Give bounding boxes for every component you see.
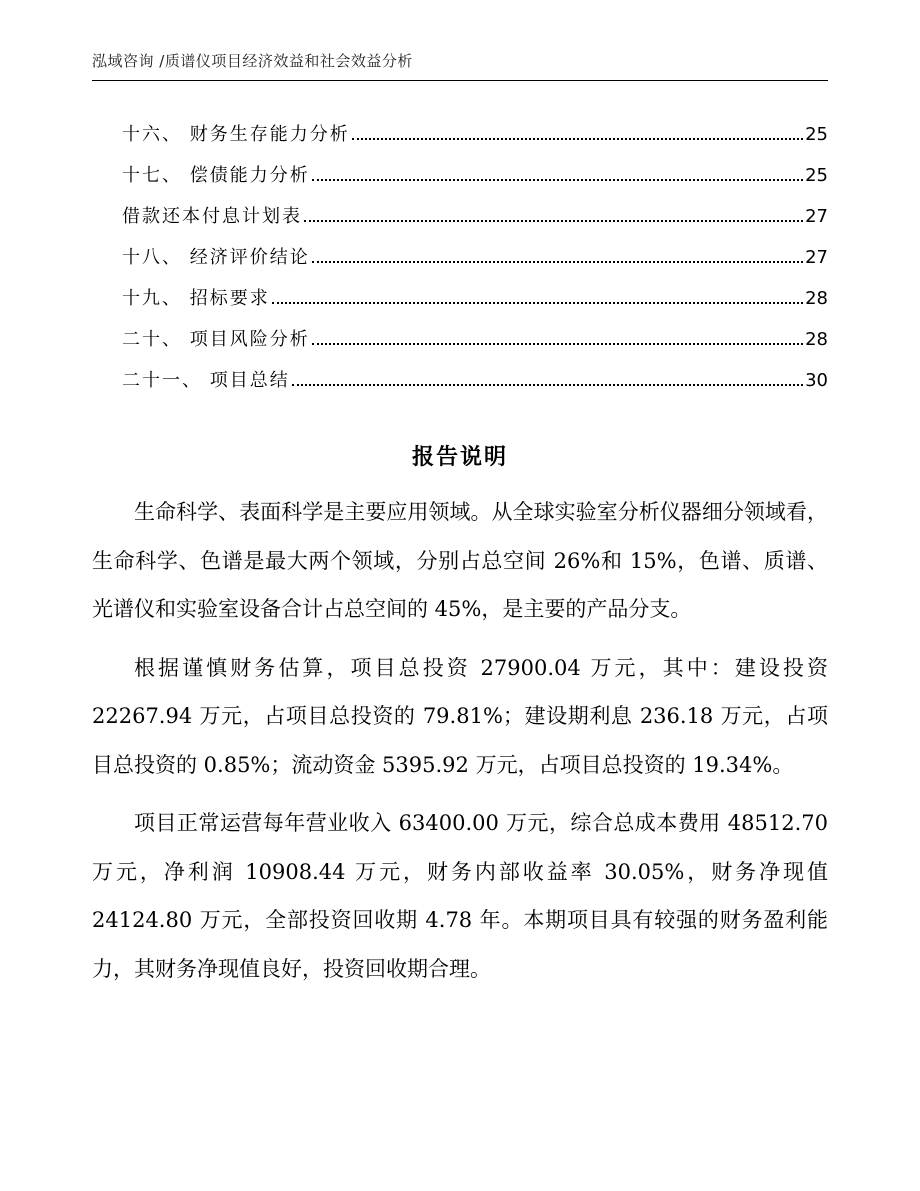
page-header (92, 50, 828, 81)
toc-entry[interactable] (122, 325, 828, 366)
toc-entry-label: 十九、 招标要求 (122, 288, 270, 309)
body-paragraph: 项目正常运营每年营业收入 63400.00 万元，综合总成本费用 48512.70 万元，净利润 10908.44 万元，财务内部收益率 30.05%，财务净现值 24124.80 万元，全部投资回收期 4.78 年。本期项目具有较强的财务盈利能力，其财务净现值良好，投资回收期合理。 (92, 811, 828, 981)
toc-entry-label: 十八、 经济评价结论 (122, 247, 310, 268)
body-paragraph: 根据谨慎财务估算，项目总投资 27900.04 万元，其中：建设投资 22267.94 万元，占项目总投资的 79.81%；建设期利息 236.18 万元，占项目总投资的 0.85%；流动资金 5395.92 万元，占项目总投资的 19.34%。 (92, 655, 828, 777)
toc-entry[interactable] (122, 243, 828, 284)
toc-entry[interactable] (122, 284, 828, 325)
body-paragraph: 生命科学、表面科学是主要应用领域。从全球实验室分析仪器细分领域看，生命科学、色谱是最大两个领域，分别占总空间 26%和 15%，色谱、质谱、光谱仪和实验室设备合计占总空间的 45%，是主要的产品分支。 (92, 500, 828, 621)
toc-entry-page: 28 (805, 329, 828, 350)
toc-entry-label: 十七、 偿债能力分析 (122, 165, 310, 186)
header-text: 泓域咨询 /质谱仪项目经济效益和社会效益分析 (92, 52, 413, 70)
toc-leader-dots (312, 260, 803, 263)
section-body (92, 488, 828, 1003)
toc-entry[interactable] (122, 366, 828, 407)
toc-entry-page: 28 (805, 288, 828, 309)
section-title: 报告说明 (411, 445, 508, 470)
toc-leader-dots (292, 383, 803, 386)
toc-entry-page: 30 (805, 370, 828, 391)
toc-leader-dots (352, 137, 803, 140)
table-of-contents (122, 120, 828, 407)
toc-entry-page: 27 (805, 247, 828, 268)
toc-entry-page: 25 (805, 165, 828, 186)
toc-entry-label: 借款还本付息计划表 (122, 206, 302, 227)
toc-entry[interactable] (122, 202, 828, 243)
toc-entry-page: 25 (805, 124, 828, 145)
toc-entry-label: 二十、 项目风险分析 (122, 329, 310, 350)
toc-leader-dots (312, 342, 803, 345)
toc-leader-dots (272, 301, 803, 304)
toc-leader-dots (312, 178, 803, 181)
toc-entry-label: 二十一、 项目总结 (122, 370, 290, 391)
toc-entry-label: 十六、 财务生存能力分析 (122, 124, 350, 145)
toc-entry-page: 27 (805, 206, 828, 227)
toc-leader-dots (304, 219, 803, 222)
toc-entry[interactable] (122, 120, 828, 161)
toc-entry[interactable] (122, 161, 828, 202)
